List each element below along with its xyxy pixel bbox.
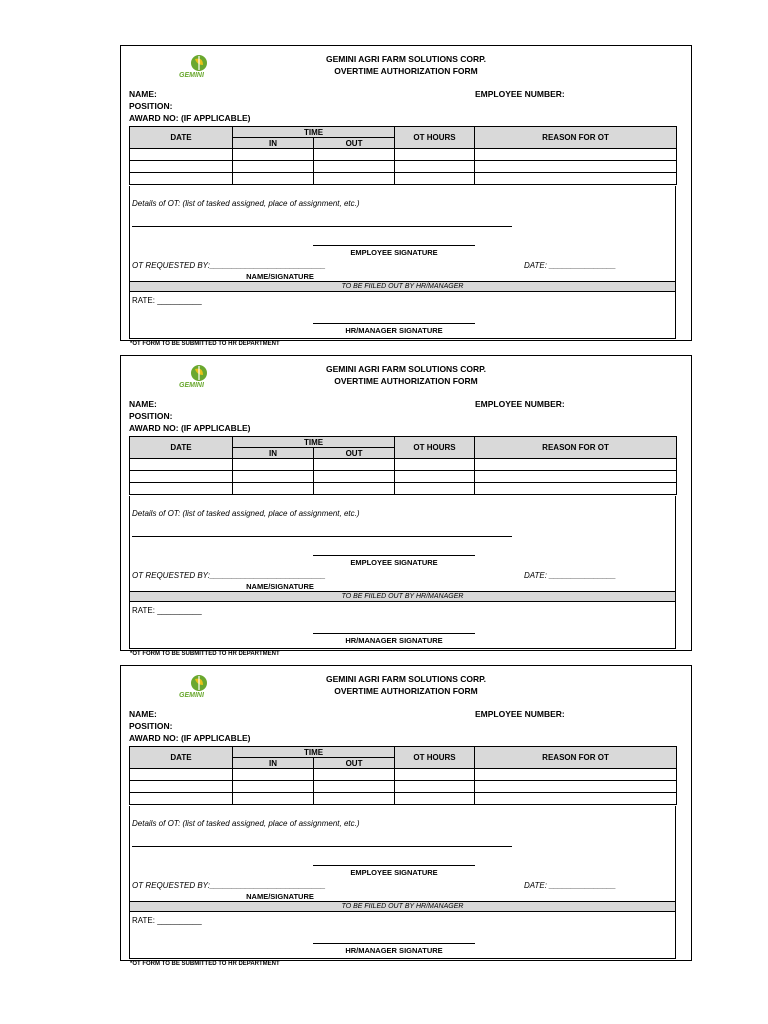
overtime-form [120,45,692,341]
name-label: NAME: [129,89,157,99]
time-header: TIME [233,747,395,758]
name-signature-label: NAME/SIGNATURE [246,582,314,591]
company-name: GEMINI AGRI FARM SOLUTIONS CORP. [325,364,487,374]
logo-text: GEMINI [179,692,204,699]
hr-section-bar: TO BE FIILED OUT BY HR/MANAGER [130,591,675,602]
table-row[interactable] [130,769,677,781]
employee-signature-line[interactable] [313,245,475,246]
ot-table [129,746,677,805]
name-label: NAME: [129,709,157,719]
details-line[interactable] [132,226,512,227]
footnote: *OT FORM TO BE SUBMITTED TO HR DEPARTMENT [130,961,280,967]
table-row[interactable] [130,793,677,805]
table-row[interactable] [130,781,677,793]
employee-signature-line[interactable] [313,865,475,866]
details-box [129,186,676,339]
date-field: DATE: _______________ [524,881,616,890]
overtime-form [120,355,692,651]
employee-signature-label: EMPLOYEE SIGNATURE [350,558,438,567]
table-row[interactable] [130,173,677,185]
ot-requested-by-label: OT REQUESTED BY:__________________________ [132,261,326,270]
rate-field: RATE: __________ [132,916,202,925]
hr-signature-line[interactable] [313,633,475,634]
table-row[interactable] [130,459,677,471]
name-signature-label: NAME/SIGNATURE [246,272,314,281]
rate-field: RATE: __________ [132,296,202,305]
hr-section-bar: TO BE FIILED OUT BY HR/MANAGER [130,901,675,912]
table-row[interactable] [130,471,677,483]
employee-number-label: EMPLOYEE NUMBER: [475,709,565,719]
employee-number-label: EMPLOYEE NUMBER: [475,399,565,409]
date-header: DATE [130,747,233,769]
details-box [129,806,676,959]
table-row[interactable] [130,161,677,173]
in-header: IN [233,448,314,459]
footnote: *OT FORM TO BE SUBMITTED TO HR DEPARTMENT [130,341,280,347]
details-line[interactable] [132,846,512,847]
time-header: TIME [233,127,395,138]
employee-signature-line[interactable] [313,555,475,556]
award-label: AWARD NO: (IF APPLICABLE) [129,113,251,123]
position-label: POSITION: [129,101,173,111]
out-header: OUT [314,448,395,459]
date-header: DATE [130,127,233,149]
ot-hours-header: OT HOURS [395,437,475,459]
position-label: POSITION: [129,721,173,731]
name-signature-label: NAME/SIGNATURE [246,892,314,901]
award-label: AWARD NO: (IF APPLICABLE) [129,423,251,433]
logo-text: GEMINI [179,72,204,79]
form-title: OVERTIME AUTHORIZATION FORM [334,66,478,76]
ot-requested-by-label: OT REQUESTED BY:__________________________ [132,571,326,580]
form-title: OVERTIME AUTHORIZATION FORM [334,376,478,386]
date-header: DATE [130,437,233,459]
hr-section-bar: TO BE FIILED OUT BY HR/MANAGER [130,281,675,292]
details-box [129,496,676,649]
logo-text: GEMINI [179,382,204,389]
hr-signature-label: HR/MANAGER SIGNATURE [345,326,443,335]
ot-requested-by-label: OT REQUESTED BY:__________________________ [132,881,326,890]
table-row[interactable] [130,483,677,495]
reason-header: REASON FOR OT [475,127,677,149]
out-header: OUT [314,138,395,149]
hr-signature-label: HR/MANAGER SIGNATURE [345,636,443,645]
hr-signature-line[interactable] [313,323,475,324]
hr-signature-label: HR/MANAGER SIGNATURE [345,946,443,955]
ot-table [129,126,677,185]
ot-hours-header: OT HOURS [395,127,475,149]
details-label: Details of OT: (list of tasked assigned, place of assignment, etc.) [132,819,360,828]
in-header: IN [233,138,314,149]
reason-header: REASON FOR OT [475,437,677,459]
employee-number-label: EMPLOYEE NUMBER: [475,89,565,99]
position-label: POSITION: [129,411,173,421]
footnote: *OT FORM TO BE SUBMITTED TO HR DEPARTMENT [130,651,280,657]
time-header: TIME [233,437,395,448]
details-label: Details of OT: (list of tasked assigned, place of assignment, etc.) [132,199,360,208]
name-label: NAME: [129,399,157,409]
details-line[interactable] [132,536,512,537]
overtime-form [120,665,692,961]
details-label: Details of OT: (list of tasked assigned, place of assignment, etc.) [132,509,360,518]
hr-signature-line[interactable] [313,943,475,944]
reason-header: REASON FOR OT [475,747,677,769]
date-field: DATE: _______________ [524,261,616,270]
employee-signature-label: EMPLOYEE SIGNATURE [350,248,438,257]
in-header: IN [233,758,314,769]
ot-table [129,436,677,495]
ot-hours-header: OT HOURS [395,747,475,769]
date-field: DATE: _______________ [524,571,616,580]
company-name: GEMINI AGRI FARM SOLUTIONS CORP. [325,54,487,64]
employee-signature-label: EMPLOYEE SIGNATURE [350,868,438,877]
award-label: AWARD NO: (IF APPLICABLE) [129,733,251,743]
out-header: OUT [314,758,395,769]
table-row[interactable] [130,149,677,161]
rate-field: RATE: __________ [132,606,202,615]
company-name: GEMINI AGRI FARM SOLUTIONS CORP. [325,674,487,684]
form-title: OVERTIME AUTHORIZATION FORM [334,686,478,696]
